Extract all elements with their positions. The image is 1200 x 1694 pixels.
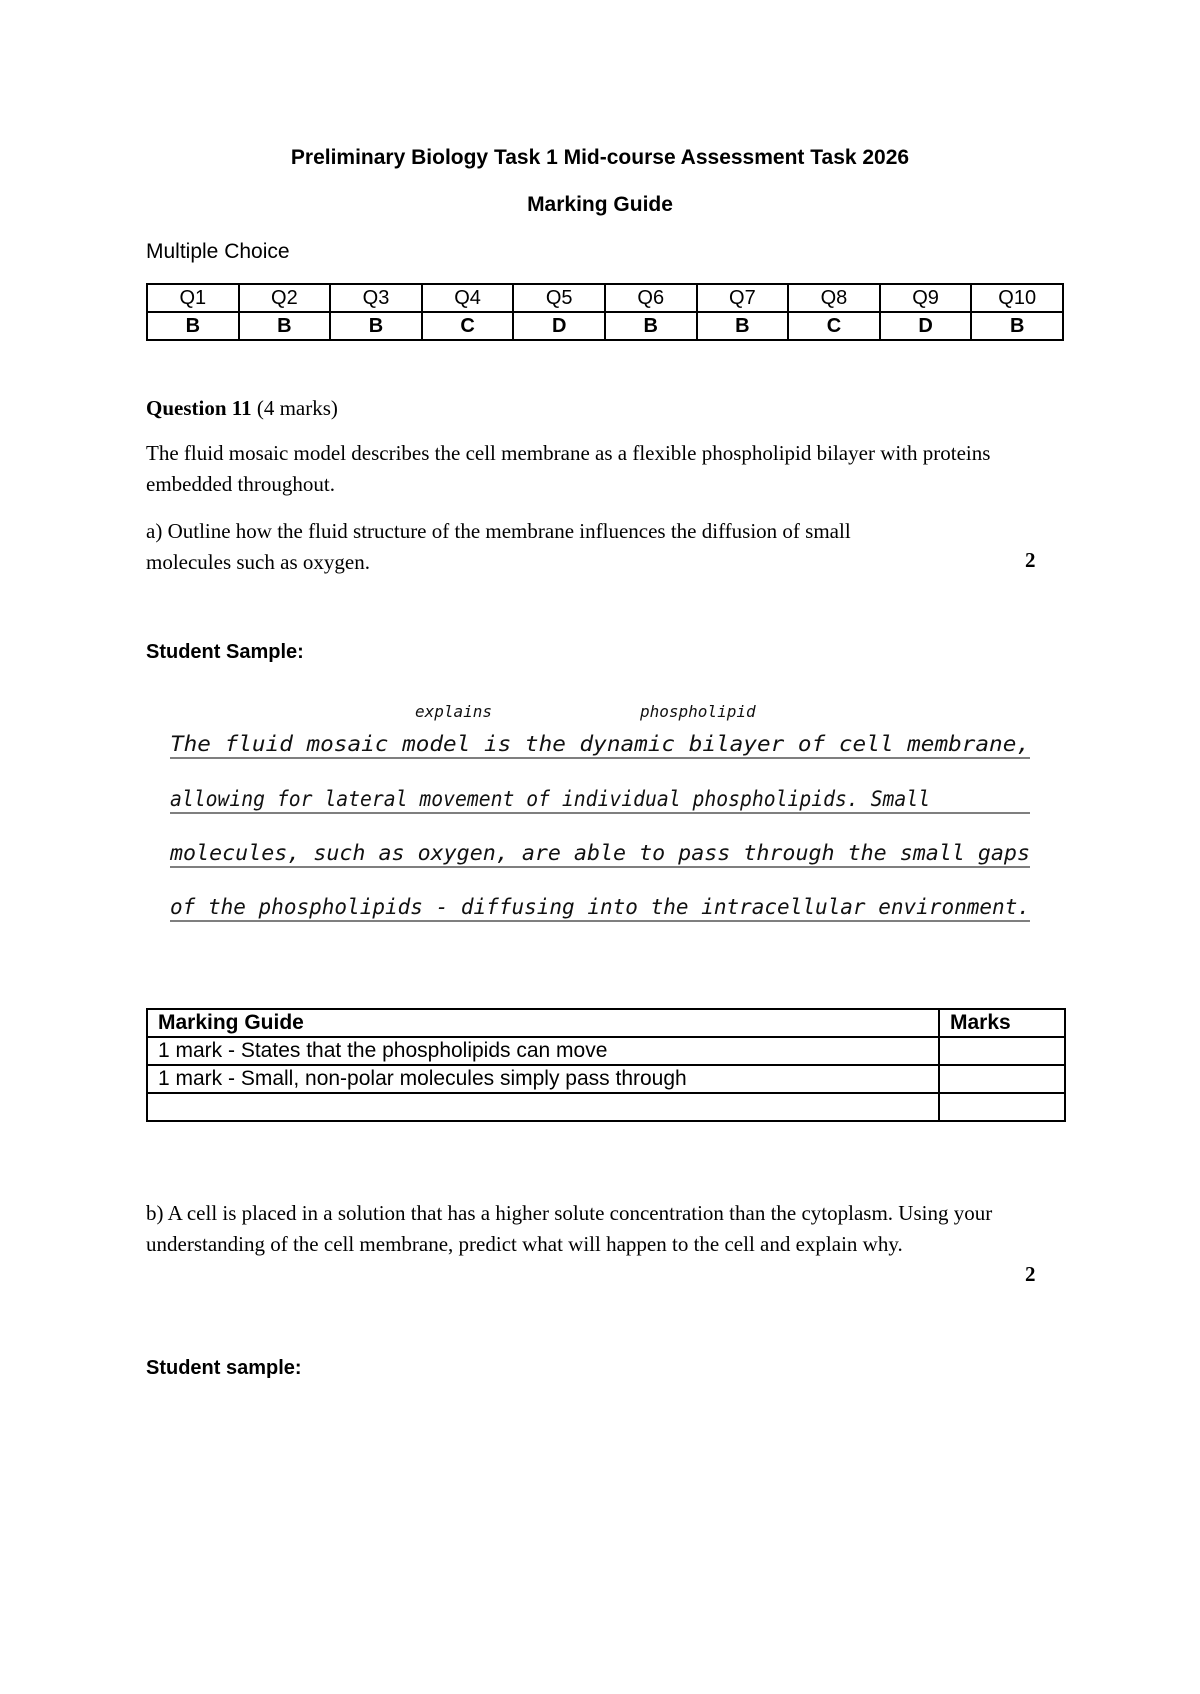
question-cell: Q1 bbox=[147, 284, 239, 312]
answer-cell: B bbox=[605, 312, 697, 340]
answer-row bbox=[147, 312, 1063, 340]
marks-header: Marks bbox=[939, 1009, 1065, 1037]
question-cell: Q2 bbox=[239, 284, 331, 312]
question-cell: Q4 bbox=[422, 284, 514, 312]
question-11-label: Question 11 bbox=[146, 396, 252, 420]
marking-guide-header: Marking Guide bbox=[147, 1009, 939, 1037]
question-cell: Q10 bbox=[971, 284, 1063, 312]
question-cell: Q6 bbox=[605, 284, 697, 312]
answer-cell: B bbox=[697, 312, 789, 340]
student-sample-label-a: Student Sample: bbox=[146, 641, 304, 663]
question-11-marks: (4 marks) bbox=[256, 396, 338, 420]
marking-criterion: 1 mark - States that the phospholipids can move bbox=[147, 1037, 939, 1065]
answer-cell: C bbox=[422, 312, 514, 340]
answer-cell: D bbox=[880, 312, 972, 340]
marks-cell[interactable] bbox=[939, 1093, 1065, 1121]
answer-cell: B bbox=[971, 312, 1063, 340]
answer-cell: B bbox=[330, 312, 422, 340]
question-cell: Q8 bbox=[788, 284, 880, 312]
table-row bbox=[147, 1037, 1065, 1065]
table-row bbox=[147, 1065, 1065, 1093]
marking-criterion: 1 mark - Small, non-polar molecules simply pass through bbox=[147, 1065, 939, 1093]
multiple-choice-heading: Multiple Choice bbox=[146, 240, 290, 263]
answer-cell: D bbox=[513, 312, 605, 340]
handwriting-line: of the phospholipids - diffusing into the intracellular environment. bbox=[170, 895, 1030, 919]
handwritten-student-answer bbox=[160, 695, 1040, 945]
marks-cell[interactable] bbox=[939, 1065, 1065, 1093]
answer-cell: B bbox=[239, 312, 331, 340]
question-cell: Q3 bbox=[330, 284, 422, 312]
handwriting-line: The fluid mosaic model is the dynamic bilayer of cell membrane, bbox=[170, 732, 1030, 756]
question-11-heading bbox=[146, 396, 338, 421]
question-number-row bbox=[147, 284, 1063, 312]
multiple-choice-table bbox=[146, 283, 1064, 341]
handwriting-insert: phospholipid bbox=[640, 702, 756, 721]
marks-cell[interactable] bbox=[939, 1037, 1065, 1065]
answer-cell: B bbox=[147, 312, 239, 340]
document-title: Preliminary Biology Task 1 Mid-course Assessment Task 2026 bbox=[290, 146, 910, 169]
part-a-marks: 2 bbox=[1025, 548, 1036, 572]
student-sample-label-b: Student sample: bbox=[146, 1357, 302, 1379]
handwriting-line: molecules, such as oxygen, are able to pass through the small gaps bbox=[168, 841, 1031, 865]
marking-guide-table bbox=[146, 1008, 1066, 1122]
question-cell: Q5 bbox=[513, 284, 605, 312]
handwriting-insert: explains bbox=[415, 702, 493, 721]
document-subtitle: Marking Guide bbox=[527, 193, 673, 216]
question-cell: Q7 bbox=[697, 284, 789, 312]
handwriting-line: allowing for lateral movement of individual phospholipids. Small bbox=[170, 787, 930, 811]
question-cell: Q9 bbox=[880, 284, 972, 312]
part-a-prompt: a) Outline how the fluid structure of the membrane influences the diffusion of small molecules such as oxygen. bbox=[146, 519, 851, 574]
marking-criterion bbox=[147, 1093, 939, 1121]
answer-cell: C bbox=[788, 312, 880, 340]
part-b-prompt: b) A cell is placed in a solution that has a higher solute concentration than the cytoplasm. Using your understanding of the cell membrane, predict what will happen to the cell and explain why. bbox=[146, 1201, 993, 1256]
table-row bbox=[147, 1093, 1065, 1121]
marking-guide-header-row bbox=[147, 1009, 1065, 1037]
question-11-intro: The fluid mosaic model describes the cell membrane as a flexible phospholipid bilayer with proteins embedded throughout. bbox=[146, 441, 991, 496]
part-b-marks: 2 bbox=[1025, 1262, 1036, 1286]
